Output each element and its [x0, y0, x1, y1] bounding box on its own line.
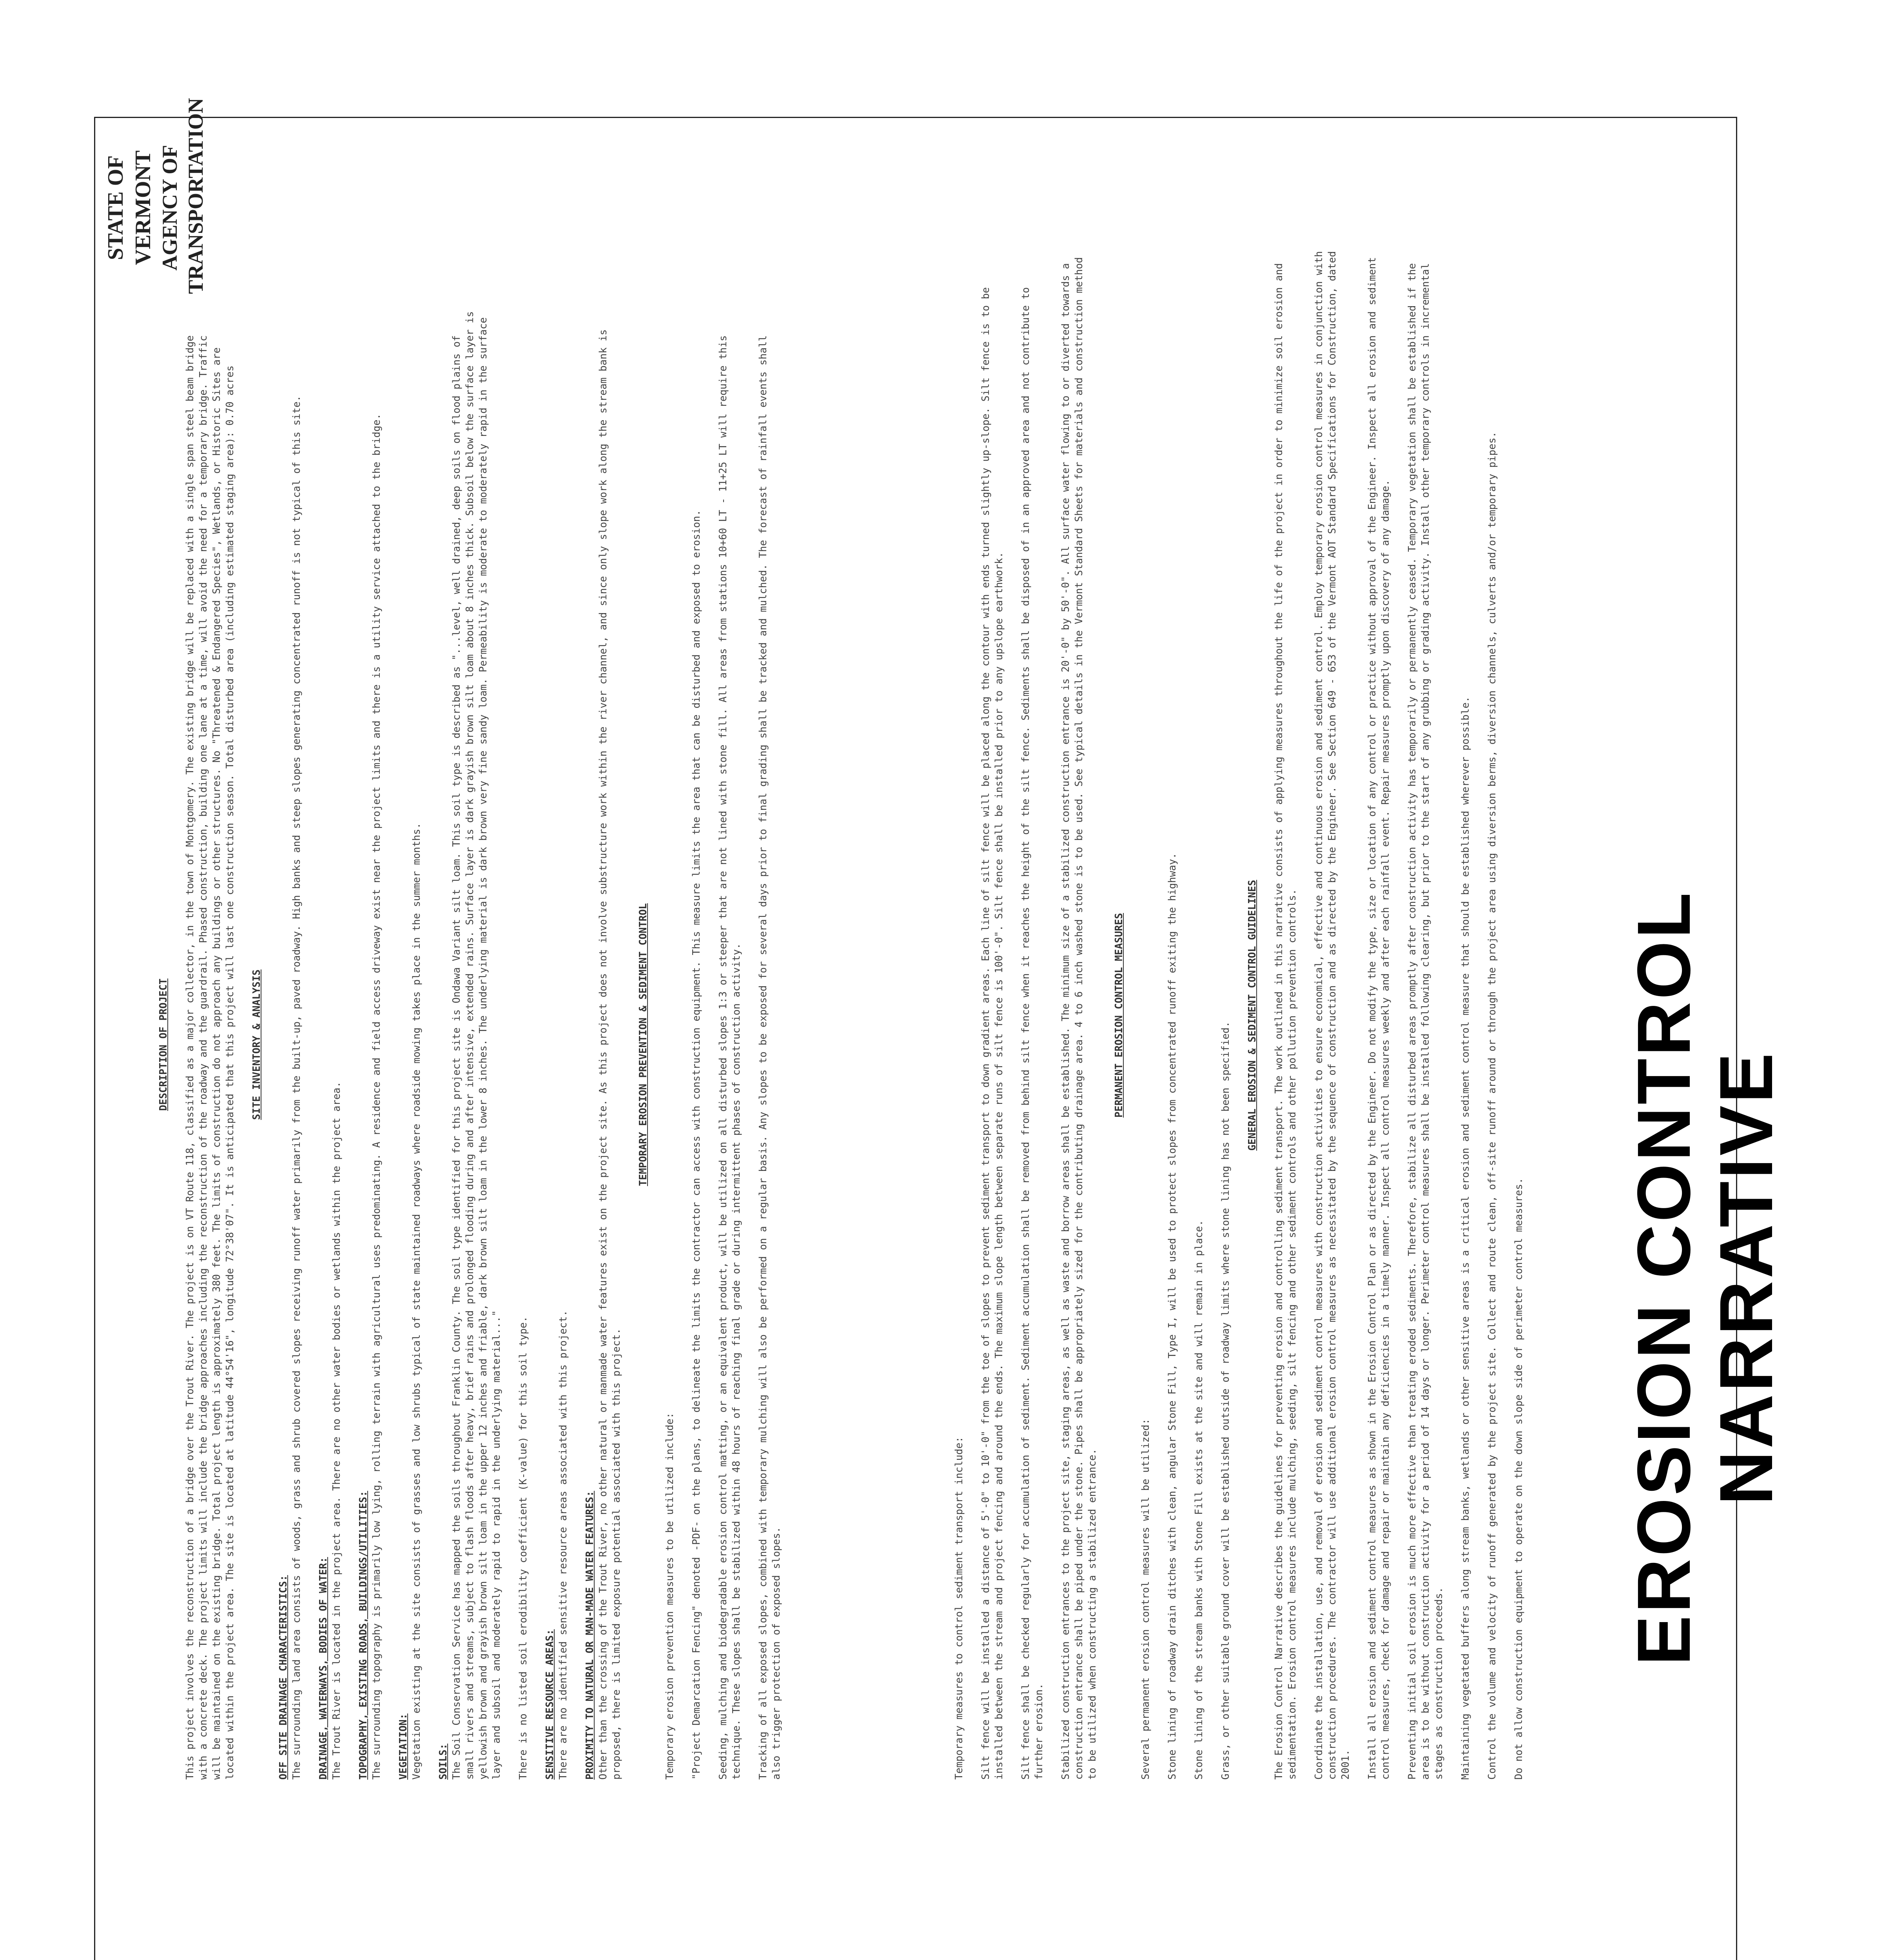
vegetation-heading: VEGETATION: — [397, 1713, 409, 1780]
permanent-measures-intro: Several permanent erosion control measures will be utilized: — [1140, 1418, 1152, 1780]
guidelines-text-1: The Erosion Control Narrative describes the guidelines for preventing erosion and controlling sediment transport. The work outlined in this narrative consists of applying measures throughout the life of the project in order to minimize soil erosion and sedimentation. Erosion control measures include mulching, seeding, silt fencing and other sediment controls and other pollution prevention controls. — [1273, 263, 1298, 1780]
silt-fence-check-text: Silt fence shall be checked regularly for accumulation of sediment. Sediment accumulation shall be removed from behind silt fence when it reaches the height of the silt fence. Sediments shall be disposed of in an approved area and not contribute to further erosion. — [1020, 287, 1045, 1780]
topography-text: The surrounding topography is primarily low lying, rolling terrain with agricultural uses predominating. A residence and field access driveway exist near the project limits and there is a utility service attached to the bridge. — [371, 414, 383, 1780]
state-name: STATE OF VERMONT — [103, 150, 155, 265]
soils-heading: SOILS: — [437, 1743, 449, 1780]
permanent-measures-text-3: Grass, or other suitable ground cover will be established outside of roadway limits where stone lining has not been specified. — [1220, 1021, 1232, 1780]
permanent-measures-text-2: Stone lining of the stream banks with Stone Fill exists at the site and will remain in place. — [1193, 1220, 1205, 1780]
temporary-erosion-text-3: Tracking of all exposed slopes, combined with temporary mulching will also be performed on a regular basis. Any slopes to be exposed for several days prior to final grading shall be tracked and mulched. The forecast of rainfall events shall also trigger protection of exposed slopes. — [757, 335, 782, 1780]
guidelines-text-6: Control the volume and velocity of runoff generated by the project site. Collect and route clean, off-site runoff around or through the project area using diversion berms, diversion channels, culverts and/or temporary pipes. — [1486, 432, 1498, 1780]
topography-heading: TOPOGRAPHY, EXISTING ROADS, BUILDINGS/UTILITIES: — [357, 1491, 369, 1780]
sediment-intro: Temporary measures to control sediment transport include: — [953, 1436, 965, 1780]
guidelines-text-3: Install all erosion and sediment control measures as shown in the Erosion Control Plan or as directed by the Engineer. Do not modify the type, size or location of any control or practice without approval of the Engineer. Inspect all erosion and sediment control measures, check for damage and repair or maintain any deficiencies in a timely manner. Inspect all control measures weekly and after each rainfall event. Repair measures promptly upon discovery of any damage. — [1366, 257, 1391, 1780]
description-text: This project involves the reconstruction of a bridge over the Trout River. The project is on VT Route 118, classified as a major collector, in the town of Montgomery. The existing bridge will be replaced with a single span steel beam bridge with a concrete deck. The project limits will include the bridge approaches including the reconstruction of the roadway and the guardrail. Phased construction, building one lane at a time, will avoid the need for a temporary bridge. Traffic will be maintained on the existing bridge. Total project length is approximately 380 feet. The limits of construction do not approach any buildings or other structures. No "Threatened & Endangered Species", Wetlands, or Historic Sites are located within the project area. The site is located at latitude 44°54'16", longitude 72°38'07". It is anticipated that this project will last one construction season. Total disturbed area (including estimated staging area): 0.70 acres — [184, 335, 236, 1780]
offsite-drainage-text: The surrounding land area consists of woods, grass and shrub covered slopes receiving runoff water primarily from the built-up, paved roadway. High banks and steep slopes generating concentrated runoff is not typical of this site. — [291, 395, 303, 1780]
guidelines-text-5: Maintaining vegetated buffers along stream banks, wetlands or other sensitive areas is a critical erosion and sediment control measure that should be established wherever possible. — [1460, 696, 1471, 1780]
temporary-erosion-heading: TEMPORARY EROSION PREVENTION & SEDIMENT CONTROL — [637, 903, 649, 1186]
temporary-erosion-intro: Temporary erosion prevention measures to be utilized include: — [664, 1412, 676, 1780]
offsite-drainage-heading: OFF SITE DRAINAGE CHARACTERISTICS: — [278, 1575, 289, 1780]
proximity-text: Other than the crossing of the Trout River, no other natural or manmade water features exist on the project site. As this project does not involve substructure work within the river channel, and since only slope work along the stream bank is proposed, there is limited exposure potential associated with this project. — [597, 329, 622, 1780]
sensitive-areas-text: There are no identified sensitive resource areas associated with this project. — [557, 1310, 569, 1780]
sheet-main-title: EROSION CONTROL NARRATIVE — [1622, 890, 1788, 1666]
guidelines-text-2: Coordinate the installation, use, and removal of erosion and sediment control measures with construction activities to ensure economical, effective and continuous erosion and sediment control. Employ temporary erosion control measures in conjunction with construction procedures. The contractor will use additional erosion control measures as necessitated by the sequence of construction and as directed by the Engineer. See Section 649 - 653 of the Vermont AOT Standard Specifications for Construction, dated 2001. — [1313, 251, 1351, 1780]
drainage-text: The Trout River is located in the project area. There are no other water bodies or wetlands within the project area. — [331, 1082, 343, 1780]
narrative-column-1 — [157, 310, 796, 1780]
site-inventory-heading: SITE INVENTORY & ANALYSIS — [251, 969, 263, 1120]
soils-text: The Soil Conservation Service has mapped the soils throughout Franklin County. The soil type identified for this project site is Ondawa Variant silt loam. This soil type is described as "...level, well drained, deep soils on flood plains of small rivers and streams, subject to flash floods after heavy, brief rains and prolonged flooding during and after intensive, extended rains. Surface layer is dark grayish brown silt loam about 8 inches thick. Subsoil below the surface layer is yellowish brown and grayish brown silt loam in the upper 12 inches and friable, dark brown silt loam in the lower 8 inches. The underlying material is dark brown very fine sandy loam. Permeability is moderate to moderately rapid in the surface layer and subsoil and moderately rapid to rapid in the underlying material..." — [451, 311, 502, 1780]
vegetation-text: Vegetation existing at the site consists of grasses and low shrubs typical of state maintained roadways where roadside mowing takes place in the summer months. — [411, 822, 423, 1780]
permanent-measures-text-1: Stone lining of roadway drain ditches with clean, angular Stone Fill, Type I, will be used to protect slopes from concentrated runoff exiting the highway. — [1166, 853, 1178, 1780]
sensitive-areas-heading: SENSITIVE RESOURCE AREAS: — [544, 1629, 556, 1780]
narrative-column-2 — [952, 251, 1539, 1780]
description-heading: DESCRIPTION OF PROJECT — [158, 978, 169, 1111]
guidelines-text-4: Preventing initial soil erosion is much more effective than treating eroded sediments. Therefore, stabilize all disturbed areas promptly after construction activity has temporarily or permanently ceased. Temporary vegetation shall be established if the area is to be without construction activity for a period of 14 days or longer. Perimeter control measures shall be installed following clearing, but prior to the start of any grubbing or grading activity. Install other temporary controls in incremental stages as construction proceeds. — [1406, 263, 1445, 1780]
proximity-heading: PROXIMITY TO NATURAL OR MAN-MADE WATER FEATURES: — [584, 1491, 596, 1780]
construction-entrance-text: Stabilized construction entrances to the project site, staging areas, as well as waste and borrow areas shall be established. The minimum size of a stabilized construction entrance is 20'-0" by 50'-0". All surface water flowing to or diverted towards a construction entrance shall be piped under the stone. Pipes shall be appropriately sized for the contributing drainage area. 4 to 6 inch washed stone is to be used. See typical details in the Vermont Standard Sheets for materials and construction method to be utilized when constructing a stabilized entrance. — [1060, 257, 1098, 1780]
drainage-heading: DRAINAGE, WATERWAYS, BODIES OF WATER: — [317, 1557, 329, 1780]
drawing-sheet — [94, 98, 1788, 1960]
guidelines-heading: GENERAL EROSION & SEDIMENT CONTROL GUIDELINES — [1246, 880, 1258, 1151]
temporary-erosion-text-1: "Project Demarcation Fencing" denoted -PDF- on the plans, to delineate the limits the contractor can access with construction equipment. This measure limits the area that can be disturbed and exposed to erosion. — [691, 510, 702, 1780]
temporary-erosion-text-2: Seeding, mulching and biodegradable erosion control matting, or an equivalent product, will be utilized on all disturbed slopes 1:3 or steeper that are not lined with stone fill. All areas from stations 10+60 LT - 11+25 LT will require this technique. These slopes shall be stabilized within 48 hours of reaching final grade or during intermittent phases of construction activity. — [717, 335, 742, 1780]
agency-name: AGENCY OF TRANSPORTATION — [158, 98, 207, 294]
silt-fence-text: Silt fence will be installed a distance of 5'-0" to 10'-0" from the toe of slopes to prevent sediment transport to down gradient areas. Each line of silt fence will be placed along the contour with ends turned slightly up-slope. Silt fence is to be installed between the stream and project fencing and around the ends. The maximum slope length between separate runs of silt fence is 100'-0". Silt fence shall be installed prior to any upslope earthwork. — [980, 287, 1005, 1780]
permanent-measures-heading: PERMANENT EROSION CONTROL MEASURES — [1113, 913, 1125, 1118]
agency-header — [94, 98, 207, 294]
erodibility-text: There is no listed soil erodibility coefficient (K-value) for this soil type. — [517, 1316, 529, 1780]
guidelines-text-7: Do not allow construction equipment to operate on the down slope side of perimeter control measures. — [1513, 1178, 1525, 1780]
